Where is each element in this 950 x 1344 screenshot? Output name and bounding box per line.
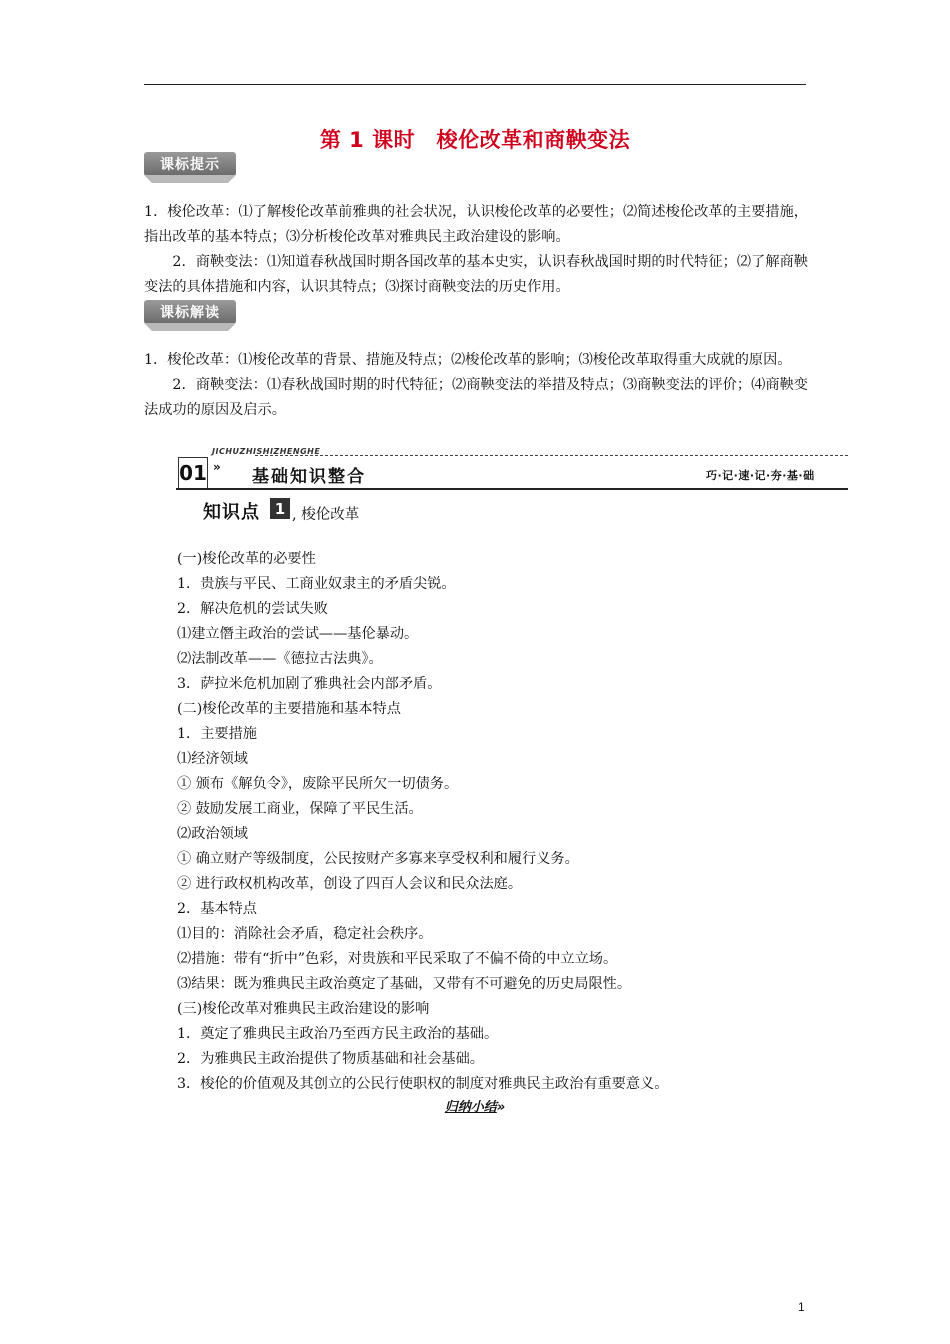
content-line: 2．基本特点 [177,901,257,917]
hint-paragraph-2: 2．商鞅变法：⑴知道春秋战国时期各国改革的基本史实，认识春秋战国时期的时代特征；⑵了解商鞅变法的具体措施和内容，认识其特点；⑶探讨商鞅变法的历史作用。 [144,254,808,295]
content-line: 1．奠定了雅典民主政治乃至西方民主政治的基础。 [177,1026,499,1042]
summary-label: 归纳小结 [444,1100,497,1115]
section-underline [176,488,848,490]
content-line: ② 进行政权机构改革，创设了四百人会议和民众法庭。 [177,876,523,892]
tag-shadow-icon [144,175,236,183]
tag-curriculum-hint: 课标提示 [144,152,236,176]
content-line: ① 确立财产等级制度，公民按财产多寡来享受权利和履行义务。 [177,851,579,867]
section-dashed-rule [255,455,848,456]
content-line: 3．萨拉米危机加剧了雅典社会内部矛盾。 [177,676,442,692]
double-chevron-icon: » [496,1100,506,1115]
curriculum-hint-text [144,200,808,300]
content-line: ⑴建立僭主政治的尝试——基伦暴动。 [177,626,419,642]
tag-shadow-icon [144,323,236,331]
content-line: 2．为雅典民主政治提供了物质基础和社会基础。 [177,1051,484,1067]
top-rule [144,84,806,85]
content-line: (二)梭伦改革的主要措施和基本特点 [177,701,401,717]
lesson-title: 第 1 课时 梭伦改革和商鞅变法 [319,128,631,152]
content-line: ⑵法制改革——《德拉古法典》。 [177,651,383,667]
content-line: ⑴经济领域 [177,751,248,767]
content-line: ⑵政治领域 [177,826,248,842]
content-line: (三)梭伦改革对雅典民主政治建设的影响 [177,1001,430,1017]
knowledge-content [177,547,817,1097]
hint-paragraph-1: 1．梭伦改革：⑴了解梭伦改革前雅典的社会状况，认识梭伦改革的必要性；⑵简述梭伦改革的主要措施，指出改革的基本特点；⑶分析梭伦改革对雅典民主政治建设的影响。 [144,204,808,245]
summary-heading [0,1096,950,1115]
knowledge-point-number: 1 [270,498,290,519]
content-line: ⑵措施：带有“折中”色彩，对贵族和平民采取了不偏不倚的中立立场。 [177,951,618,967]
reading-paragraph-1: 1．梭伦改革：⑴梭伦改革的背景、措施及特点；⑵梭伦改革的影响；⑶梭伦改革取得重大成就的原因。 [144,352,792,368]
reading-paragraph-2: 2．商鞅变法：⑴春秋战国时期的时代特征；⑵商鞅变法的举措及特点；⑶商鞅变法的评价；⑷商鞅变法成功的原因及启示。 [144,377,808,418]
section-title: 基础知识整合 [252,467,366,487]
section-subtitle: 巧·记·速·记·夯·基·础 [706,469,815,482]
tag-curriculum-reading: 课标解读 [144,300,236,324]
section-pinyin: JICHUZHISHIZHENGHE [212,447,321,456]
curriculum-reading-text [144,348,808,423]
content-line: ⑴目的：消除社会矛盾，稳定社会秩序。 [177,926,433,942]
content-line: 1．贵族与平民、工商业奴隶主的矛盾尖锐。 [177,576,456,592]
content-line: ① 颁布《解负令》，废除平民所欠一切债务。 [177,776,459,792]
content-line: ② 鼓励发展工商业，保障了平民生活。 [177,801,423,817]
content-line: 3．梭伦的价值观及其创立的公民行使职权的制度对雅典民主政治有重要意义。 [177,1076,669,1092]
knowledge-point-title: , 梭伦改革 [292,507,360,523]
page-number: 1 [798,1300,805,1314]
content-line: 1．主要措施 [177,726,257,742]
section-number: 01 [178,457,208,489]
content-line: (一)梭伦改革的必要性 [177,551,316,567]
double-chevron-icon: » [213,460,221,474]
content-line: ⑶结果：既为雅典民主政治奠定了基础，又带有不可避免的历史局限性。 [177,976,632,992]
knowledge-point-label: 知识点 [203,502,260,523]
content-line: 2．解决危机的尝试失败 [177,601,328,617]
